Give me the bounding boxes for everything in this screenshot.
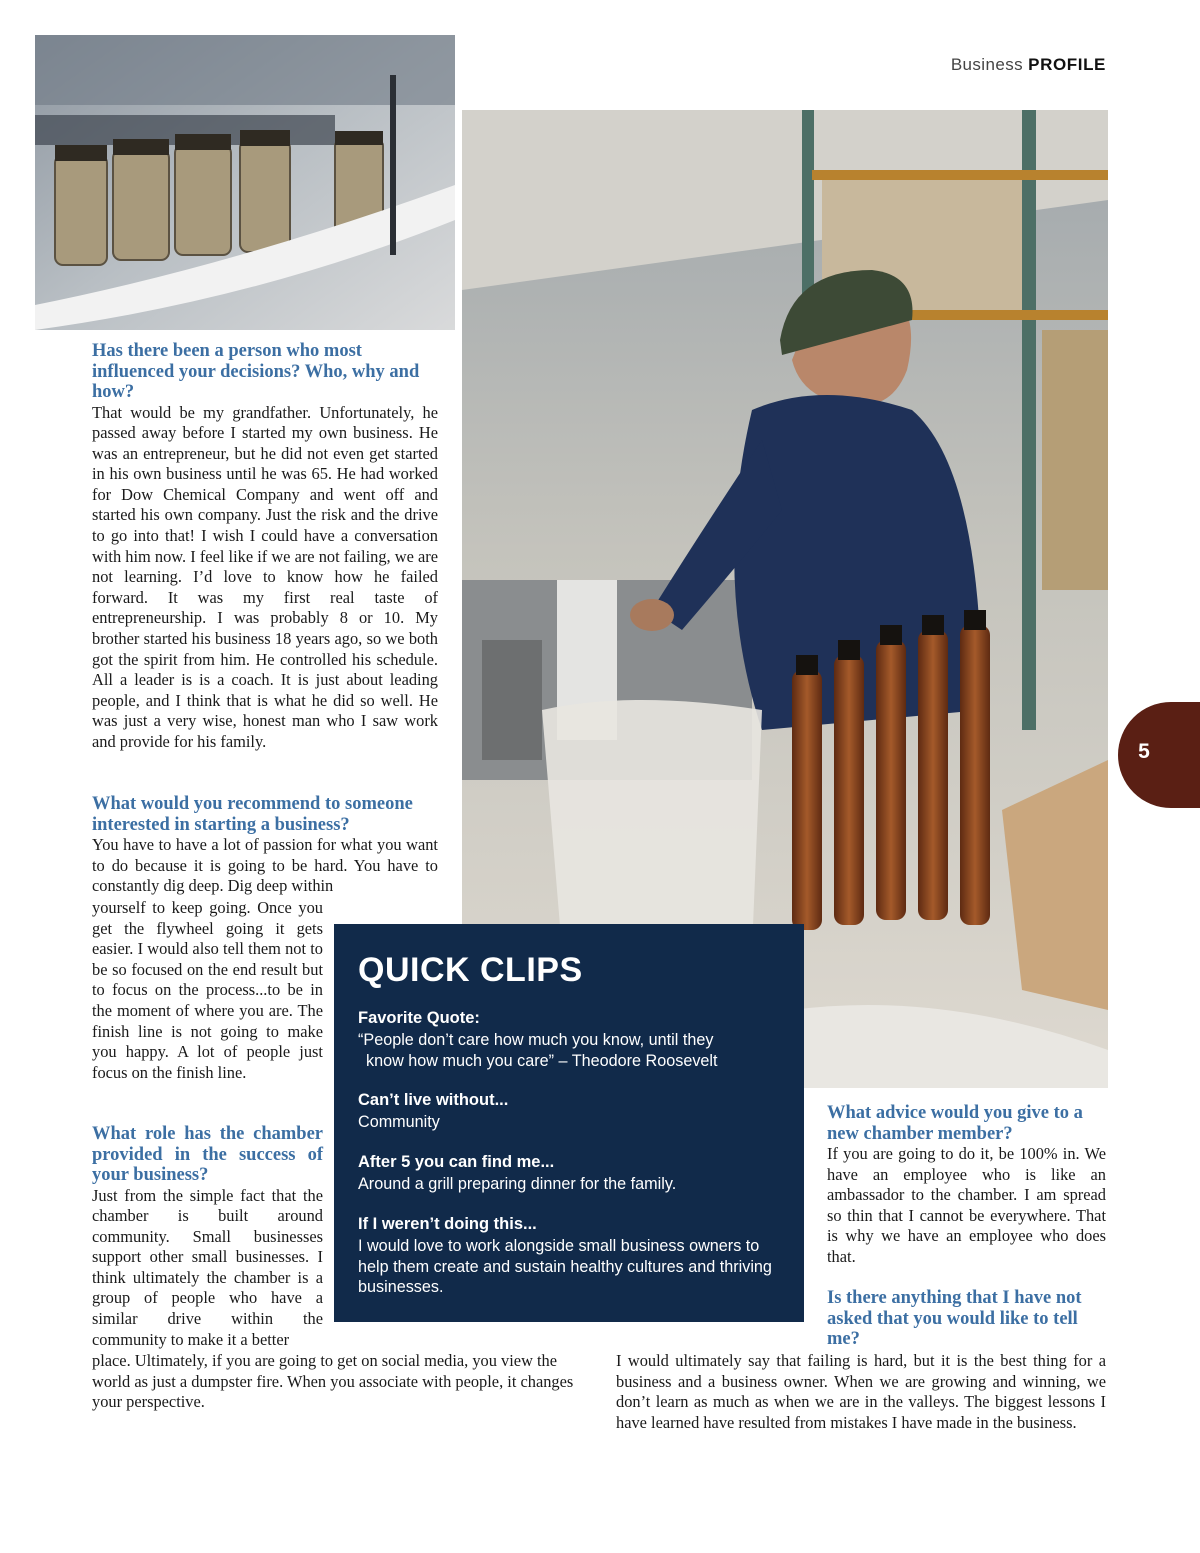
answer-chamber-role-continued: place. Ultimately, if you are going to get on social media, you view the world as just a dumpster fire. When you associate with people, it changes your perspective. bbox=[92, 1351, 574, 1412]
qa-chamber-role-continued bbox=[92, 1351, 584, 1413]
quick-clips-box bbox=[334, 924, 804, 1322]
question-influence: Has there been a person who most influenced your decisions? Who, why and how? bbox=[92, 341, 420, 402]
if-not-doing-value: I would love to work alongside small business owners to help them create and sustain healthy cultures and thriving businesses. bbox=[358, 1237, 772, 1296]
qa-recommend bbox=[92, 794, 438, 897]
section-label: Business bbox=[950, 55, 1023, 74]
quick-clips-title: QUICK CLIPS bbox=[358, 951, 583, 989]
answer-recommend-bottom: yourself to keep going. Once you get the flywheel going it gets easier. I would also tell them not to be so focused on the end result but to focus on the process...to be in the moment of where you are. The finish line is not going to make you happy. A lot of people just focus on the finish line. bbox=[92, 898, 323, 1082]
after-5-value: Around a grill preparing dinner for the family. bbox=[358, 1175, 677, 1193]
qa-anything-else bbox=[827, 1288, 1106, 1350]
question-advice: What advice would you give to a new chamber member? bbox=[827, 1103, 1083, 1144]
qa-influence bbox=[92, 341, 438, 753]
qa-anything-else-answer bbox=[616, 1351, 1106, 1433]
section-header bbox=[951, 55, 1106, 75]
favorite-quote-line1: “People don’t care how much you know, until they bbox=[358, 1031, 714, 1049]
cant-live-without-value: Community bbox=[358, 1113, 440, 1131]
question-chamber-role: What role has the chamber provided in the success of your business? bbox=[92, 1124, 323, 1185]
favorite-quote-label: Favorite Quote: bbox=[358, 1009, 480, 1027]
answer-influence: That would be my grandfather. Unfortunately, he passed away before I started my own business. He was an entrepreneur, but he did not even get started in his own business until he was 65. He had worked for Dow Chemical Company and went off and started his own company. Just the risk and the drive to go into that! I wish I could have a conversation with him now. I feel like if we are not failing, we are not learning. I’d love to know how he failed forward. It was my first real taste of entrepreneurship. I was probably 8 or 10. My brother started his business 18 years ago, so we both got the spirit from him. He controlled his schedule. All a leader is is a coach. It is just about leading people, and I think that is what he did so well. He was just a very wise, honest man who I saw work and provide for his family. bbox=[92, 402, 438, 751]
answer-recommend-top: You have to have a lot of passion for what you want to do because it is going to be hard. You have to constantly dig deep. Dig deep within bbox=[92, 835, 438, 896]
page-number: 5 bbox=[1138, 740, 1150, 763]
page-number-tab bbox=[1118, 702, 1200, 808]
answer-chamber-role: Just from the simple fact that the chamber is built around community. Small businesses support other small businesses. I think ultimately the chamber is a group of people who have a similar drive within the community to make it a better bbox=[92, 1185, 323, 1349]
after-5-label: After 5 you can find me... bbox=[358, 1153, 555, 1171]
question-recommend: What would you recommend to someone interested in starting a business? bbox=[92, 794, 413, 835]
production-line-photo bbox=[35, 35, 455, 330]
favorite-quote-line2: know how much you care” – Theodore Roosevelt bbox=[366, 1052, 718, 1070]
section-label-bold: PROFILE bbox=[1028, 55, 1106, 74]
cant-live-without-label: Can’t live without... bbox=[358, 1091, 509, 1109]
answer-advice: If you are going to do it, be 100% in. We have an employee who is like an ambassador to the chamber. I am spread so thin that I cannot be everywhere. That is why we have an employee who does that. bbox=[827, 1144, 1106, 1266]
answer-anything-else: I would ultimately say that failing is hard, but it is the best thing for a business and a business owner. When we are growing and winning, we don’t learn as much as when we are in the valleys. The biggest lessons I have learned have resulted from mistakes I have made in the business. bbox=[616, 1351, 1106, 1432]
question-anything-else: Is there anything that I have not asked that you would like to tell me? bbox=[827, 1288, 1082, 1349]
if-not-doing-label: If I weren’t doing this... bbox=[358, 1215, 537, 1233]
qa-advice bbox=[827, 1103, 1106, 1268]
qa-chamber-role bbox=[92, 1124, 323, 1350]
qa-recommend-continued bbox=[92, 898, 323, 1083]
